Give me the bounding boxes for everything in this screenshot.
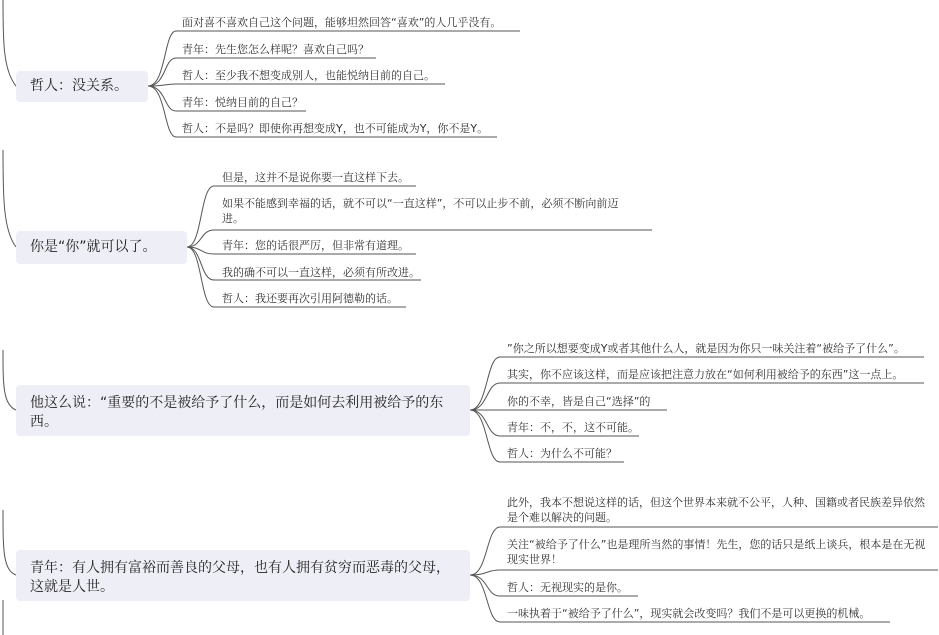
subtopic-leaf[interactable]: 此外，我本不想说这样的话，但这个世界本来就不公平，人种、国籍或者民族差异依然是个难以解决的问题。 [507,496,925,524]
subtopic-leaf[interactable]: 哲人：为什么不可能？ [507,447,617,460]
subtopic-leaf[interactable]: 但是，这并不是说你要一直这样下去。 [222,171,409,184]
subtopic-leaf[interactable]: 哲人：无视现实的是你。 [507,581,628,594]
topic-node[interactable]: 哲人：没关系。 [16,71,148,102]
subtopic-leaf[interactable]: 一味执着于“被给予了什么”，现实就会改变吗？我们不是可以更换的机械。 [507,607,871,620]
subtopic-leaf[interactable]: 关注“被给予了什么”也是理所当然的事情！先生，您的话只是纸上谈兵，根本是在无视现实世界！ [507,538,926,566]
trunk-line [3,350,16,410]
subtopic-leaf[interactable]: 哲人：不是吗？即使你再想变成Y，也不可能成为Y，你不是Y。 [182,122,489,135]
trunk-line [3,510,16,575]
subtopic-leaf[interactable]: 青年：不，不，这不可能。 [507,421,639,434]
topic-node[interactable]: 你是“你”就可以了。 [16,231,187,264]
subtopic-leaf[interactable]: ”你之所以想要变成Y或者其他什么人，就是因为你只一味关注着“被给予了什么”。 [507,342,905,355]
subtopic-leaf[interactable]: 我的确不可以一直这样，必须有所改进。 [222,266,420,279]
topic-node[interactable]: 青年：有人拥有富裕而善良的父母，也有人拥有贫穷而恶毒的父母，这就是人世。 [16,550,470,601]
branch-line [148,84,445,86]
subtopic-leaf[interactable]: 哲人：至少我不想变成别人，也能悦纳目前的自己。 [182,69,435,82]
subtopic-leaf[interactable]: 其实，你不应该这样，而是应该把注意力放在“如何利用被给予的东西”这一点上。 [507,368,904,381]
subtopic-leaf[interactable]: 青年：先生您怎么样呢？喜欢自己吗？ [182,43,369,56]
trunk-line [3,150,16,247]
trunk-line [3,0,16,86]
subtopic-leaf[interactable]: 面对喜不喜欢自己这个问题，能够坦然回答“喜欢”的人几乎没有。 [182,16,502,29]
subtopic-leaf[interactable]: 你的不幸，皆是自己“选择”的 [507,395,651,408]
subtopic-leaf[interactable]: 青年：您的话很严厉，但非常有道理。 [222,239,409,252]
topic-node[interactable]: 他这么说：“重要的不是被给予了什么，而是如何去利用被给予的东西。 [16,385,470,436]
branch-line [470,570,938,575]
subtopic-leaf[interactable]: 青年：悦纳目前的自己？ [182,96,303,109]
subtopic-leaf[interactable]: 如果不能感到幸福的话，就不可以“一直这样”，不可以止步不前，必须不断向前迈进。 [222,197,619,225]
subtopic-leaf[interactable]: 哲人：我还要再次引用阿德勒的话。 [222,292,398,305]
